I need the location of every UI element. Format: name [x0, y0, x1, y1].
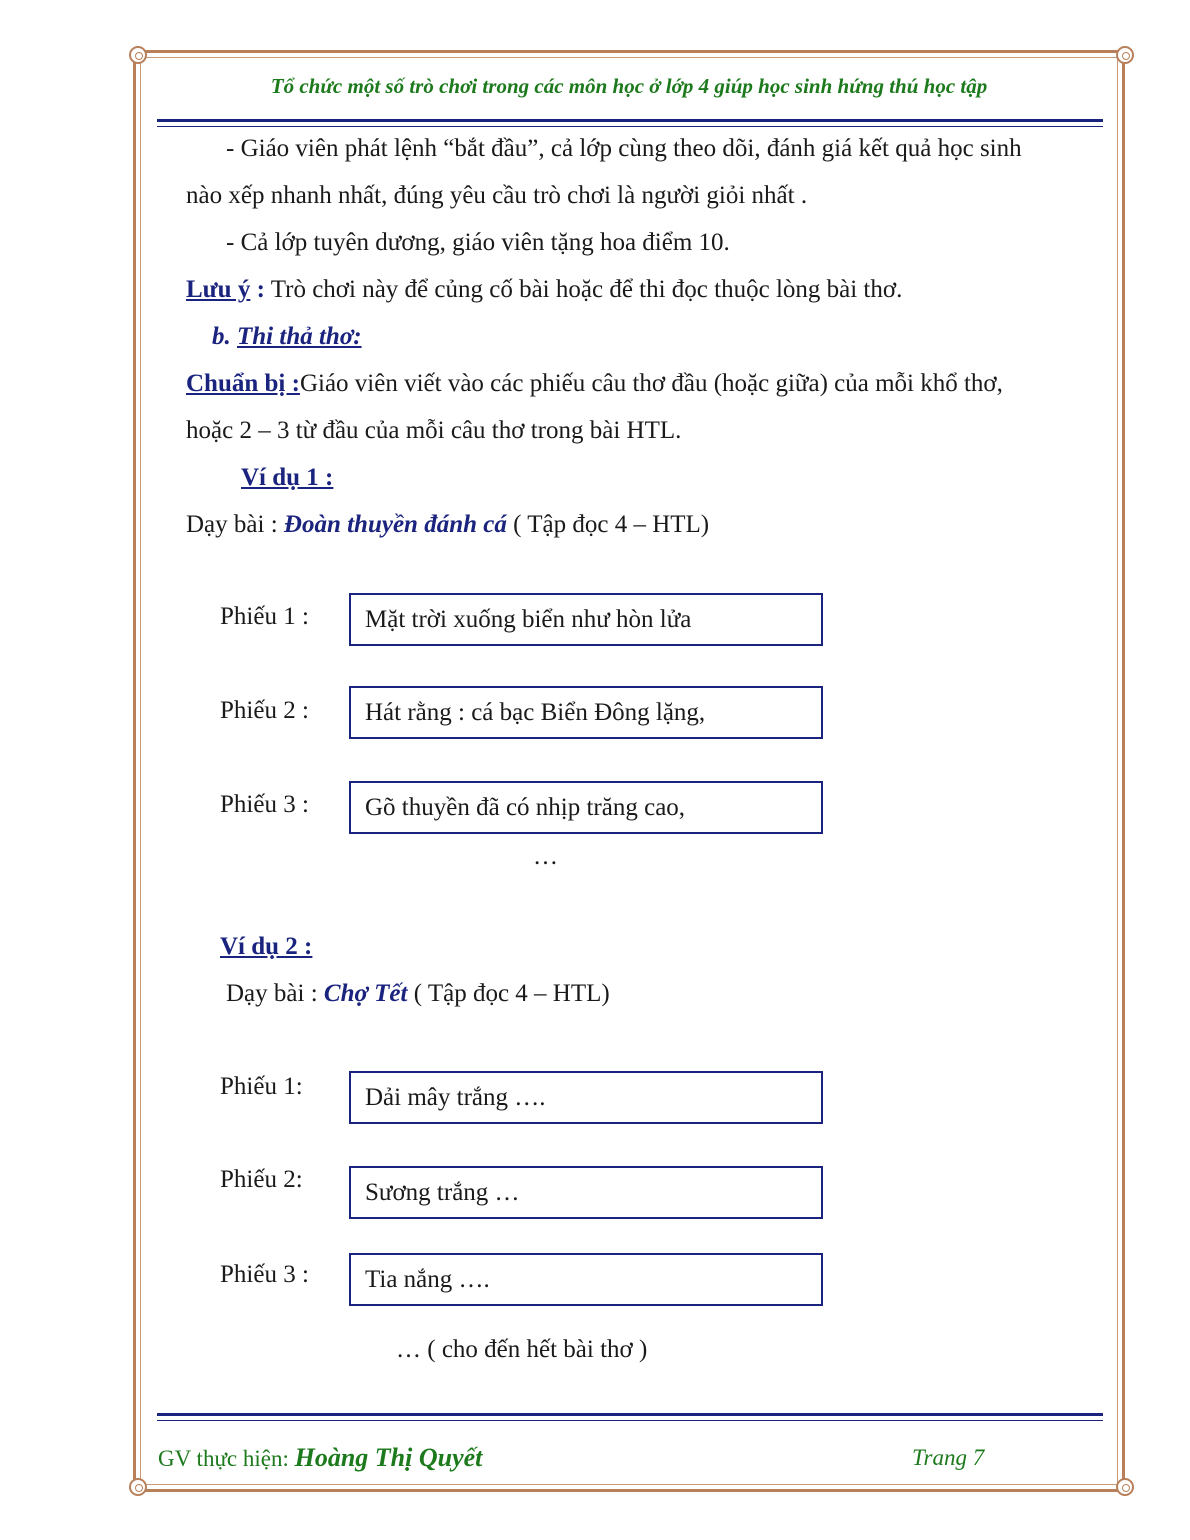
example1-lesson [186, 510, 709, 540]
note-label: Lưu ý [186, 276, 251, 303]
note-line [186, 275, 902, 305]
para1-line2: nào xếp nhanh nhất, đúng yêu cầu trò chơi là người giỏi nhất . [186, 182, 808, 209]
example1-card2-label: Phiếu 2 : [220, 697, 309, 724]
footer-page-number: Trang 7 [912, 1445, 985, 1470]
section-title: Thi thả thơ: [237, 323, 362, 350]
example1-card3: Gõ thuyền đã có nhịp trăng cao, [349, 781, 823, 834]
example1-lesson-suffix: ( Tập đọc 4 – HTL) [506, 511, 710, 538]
footer-author-label: GV thực hiện: [158, 1446, 289, 1471]
prep-label: Chuẩn bị : [186, 370, 300, 397]
corner-ornament-top-right [1116, 46, 1134, 64]
header-rule-thick [157, 119, 1103, 122]
example1-card1-label: Phiếu 1 : [220, 603, 309, 630]
example1-lesson-title: Đoàn thuyền đánh cá [283, 511, 507, 538]
example1-ellipsis: … [533, 843, 558, 870]
note-colon: : [250, 276, 265, 303]
section-heading [212, 322, 362, 352]
header-rule-thin [157, 126, 1103, 127]
example1-heading: Ví dụ 1 : [241, 464, 334, 491]
example1-card3-label: Phiếu 3 : [220, 791, 309, 818]
corner-ornament-top-left [129, 46, 147, 64]
prep-text: Giáo viên viết vào các phiếu câu thơ đầu (hoặc giữa) của mỗi khổ thơ, [299, 370, 1003, 397]
prep-line [186, 369, 1003, 399]
footer-author [158, 1443, 482, 1473]
example2-lesson [226, 979, 610, 1009]
para1-line1: - Giáo viên phát lệnh “bắt đầu”, cả lớp cùng theo dõi, đánh giá kết quả học sinh [226, 135, 1022, 162]
example2-card3-label: Phiếu 3 : [220, 1261, 309, 1288]
corner-ornament-bottom-left [129, 1478, 147, 1496]
example2-card1-label: Phiếu 1: [220, 1073, 303, 1100]
example1-card2: Hát rằng : cá bạc Biển Đông lặng, [349, 686, 823, 739]
footer-rule-thin [157, 1420, 1103, 1421]
example2-card2-label: Phiếu 2: [220, 1166, 303, 1193]
example1-lesson-prefix: Dạy bài : [186, 511, 284, 538]
header-title: Tổ chức một số trò chơi trong các môn học ở lớp 4 giúp học sinh hứng thú học tập [270, 74, 988, 98]
example2-card3: Tia nắng …. [349, 1253, 823, 1306]
example1-card1: Mặt trời xuống biển như hòn lửa [349, 593, 823, 646]
section-prefix: b. [212, 323, 231, 350]
para2: - Cả lớp tuyên dương, giáo viên tặng hoa điểm 10. [226, 229, 730, 256]
footer-rule-thick [157, 1413, 1103, 1416]
example2-ending: … ( cho đến hết bài thơ ) [396, 1336, 648, 1363]
example2-card2: Sương trắng … [349, 1166, 823, 1219]
corner-ornament-bottom-right [1116, 1478, 1134, 1496]
example2-lesson-suffix: ( Tập đọc 4 – HTL) [407, 980, 610, 1007]
example2-lesson-title: Chợ Tết [323, 980, 408, 1007]
example2-heading: Ví dụ 2 : [220, 933, 313, 960]
example2-lesson-prefix: Dạy bài : [226, 980, 324, 1007]
example2-card1: Dải mây trắng …. [349, 1071, 823, 1124]
footer-author-name: Hoàng Thị Quyết [294, 1443, 483, 1472]
note-text: Trò chơi này để củng cố bài hoặc để thi đọc thuộc lòng bài thơ. [264, 276, 903, 303]
prep-line2: hoặc 2 – 3 từ đầu của mỗi câu thơ trong bài HTL. [186, 417, 682, 444]
